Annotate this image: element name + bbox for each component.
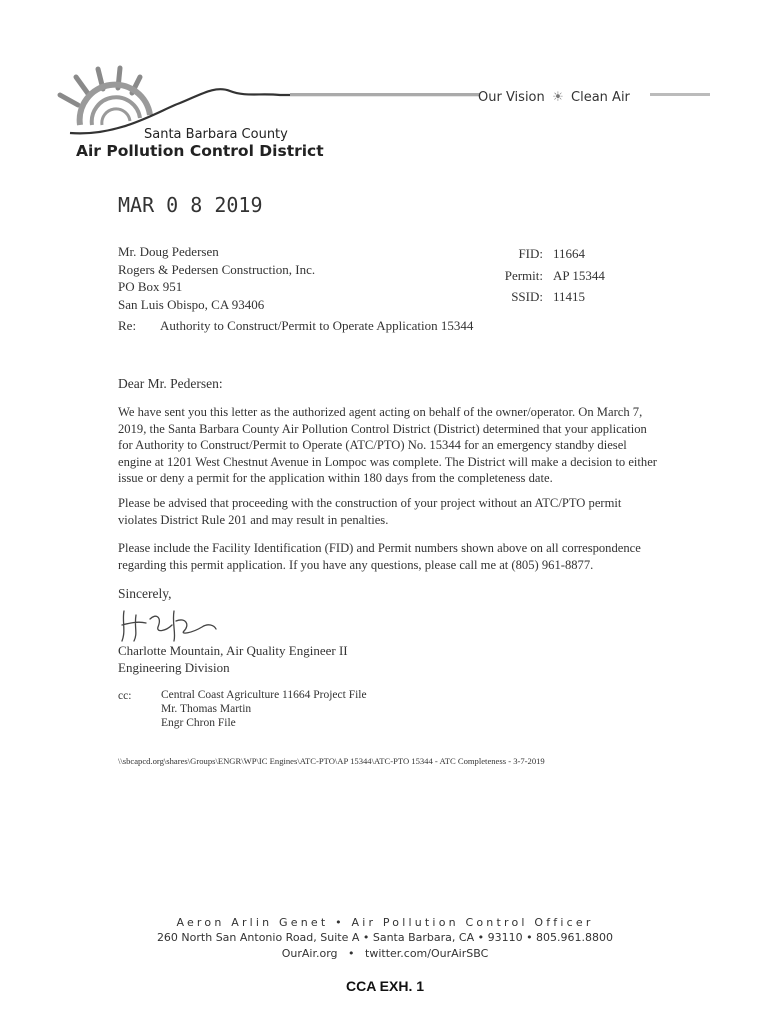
body-paragraph-1: We have sent you this letter as the authorized agent acting on behalf of the owner/operator. On March 7, 2019, the Santa Barbara County Air Pollution Control District (District) determined that your application for Authority to Construct/Permit to Operate (ATC/PTO) No. 15344 for an emergency standby diesel engine at 1201 West Chestnut Avenue in Lompoc was complete. The District will make a decision to either issue or deny a permit for the application within 180 days from the completeness date. [118,405,657,485]
footer-web [0,947,770,960]
signer-block [118,642,348,676]
subject-line [118,318,473,334]
id-label: FID: [518,246,543,261]
subject-text: Authority to Construct/Permit to Operate Application 15344 [160,318,474,333]
id-value: 11664 [553,246,586,261]
permit-identifiers [478,243,605,308]
subject-label: Re: [118,318,137,333]
id-label: SSID: [511,289,543,304]
footer-website-link[interactable]: OurAir.org [281,947,338,960]
county-name: Santa Barbara County [144,127,288,142]
recipient-company: Rogers & Pedersen Construction, Inc. [118,261,316,277]
tagline-vision: Our Vision [478,90,545,105]
id-label: Permit: [504,267,543,283]
closing: Sincerely, [118,586,172,601]
cc-entry: Mr. Thomas Martin [161,703,252,715]
body-paragraph-3: Please include the Facility Identification (FID) and Permit numbers shown above on all correspondence regarding this permit application. If you have any questions, please call me at (805) 961-8877. [118,541,641,572]
date-stamp: MAR 0 8 2019 [118,193,263,217]
header-rule [290,93,480,96]
footer-address: 260 North San Antonio Road, Suite A • Santa Barbara, CA • 93110 • 805.961.8800 [156,931,614,944]
signature [116,603,226,645]
cc-entry: Engr Chron File [161,717,236,729]
recipient-po-box: PO Box 951 [118,279,183,294]
body-paragraph-2: Please be advised that proceeding with the construction of your project without an ATC/PTO permit violates District Rule 201 and may result in penalties. [118,496,622,527]
exhibit-label: CCA EXH. 1 [345,978,425,994]
signer-name-title: Charlotte Mountain, Air Quality Engineer II [118,643,348,658]
footer-twitter-link[interactable]: twitter.com/OurAirSBC [365,947,489,960]
id-row-ssid [478,286,605,308]
district-name: Air Pollution Control District [76,142,324,160]
recipient-city: San Luis Obispo, CA 93406 [118,296,265,312]
id-row-fid [478,243,605,265]
cc-list [161,688,367,730]
id-value: AP 15344 [553,267,605,283]
tagline-clean-air: Clean Air [571,90,630,105]
recipient-address [118,243,315,313]
recipient-name: Mr. Doug Pedersen [118,244,219,259]
footer-officer: Aeron Arlin Genet • Air Pollution Control Officer [176,916,594,929]
file-path: \\sbcapcd.org\shares\Groups\ENGR\WP\IC Engines\ATC-PTO\AP 15344\ATC-PTO 15344 - ATC Completeness - 3-7-2019 [118,756,545,766]
sun-arc-icon [80,85,150,125]
salutation: Dear Mr. Pedersen: [118,376,223,391]
cc-entry: Central Coast Agriculture 11664 Project File [161,689,367,701]
cc-label: cc: [118,690,132,702]
header-rule-right [650,93,710,96]
sun-icon: ☀ [552,90,564,105]
id-value: 11415 [553,289,586,304]
id-row-permit [478,265,605,287]
signer-division: Engineering Division [118,660,230,675]
footer-separator: • [348,947,355,960]
header-tagline [478,90,630,105]
